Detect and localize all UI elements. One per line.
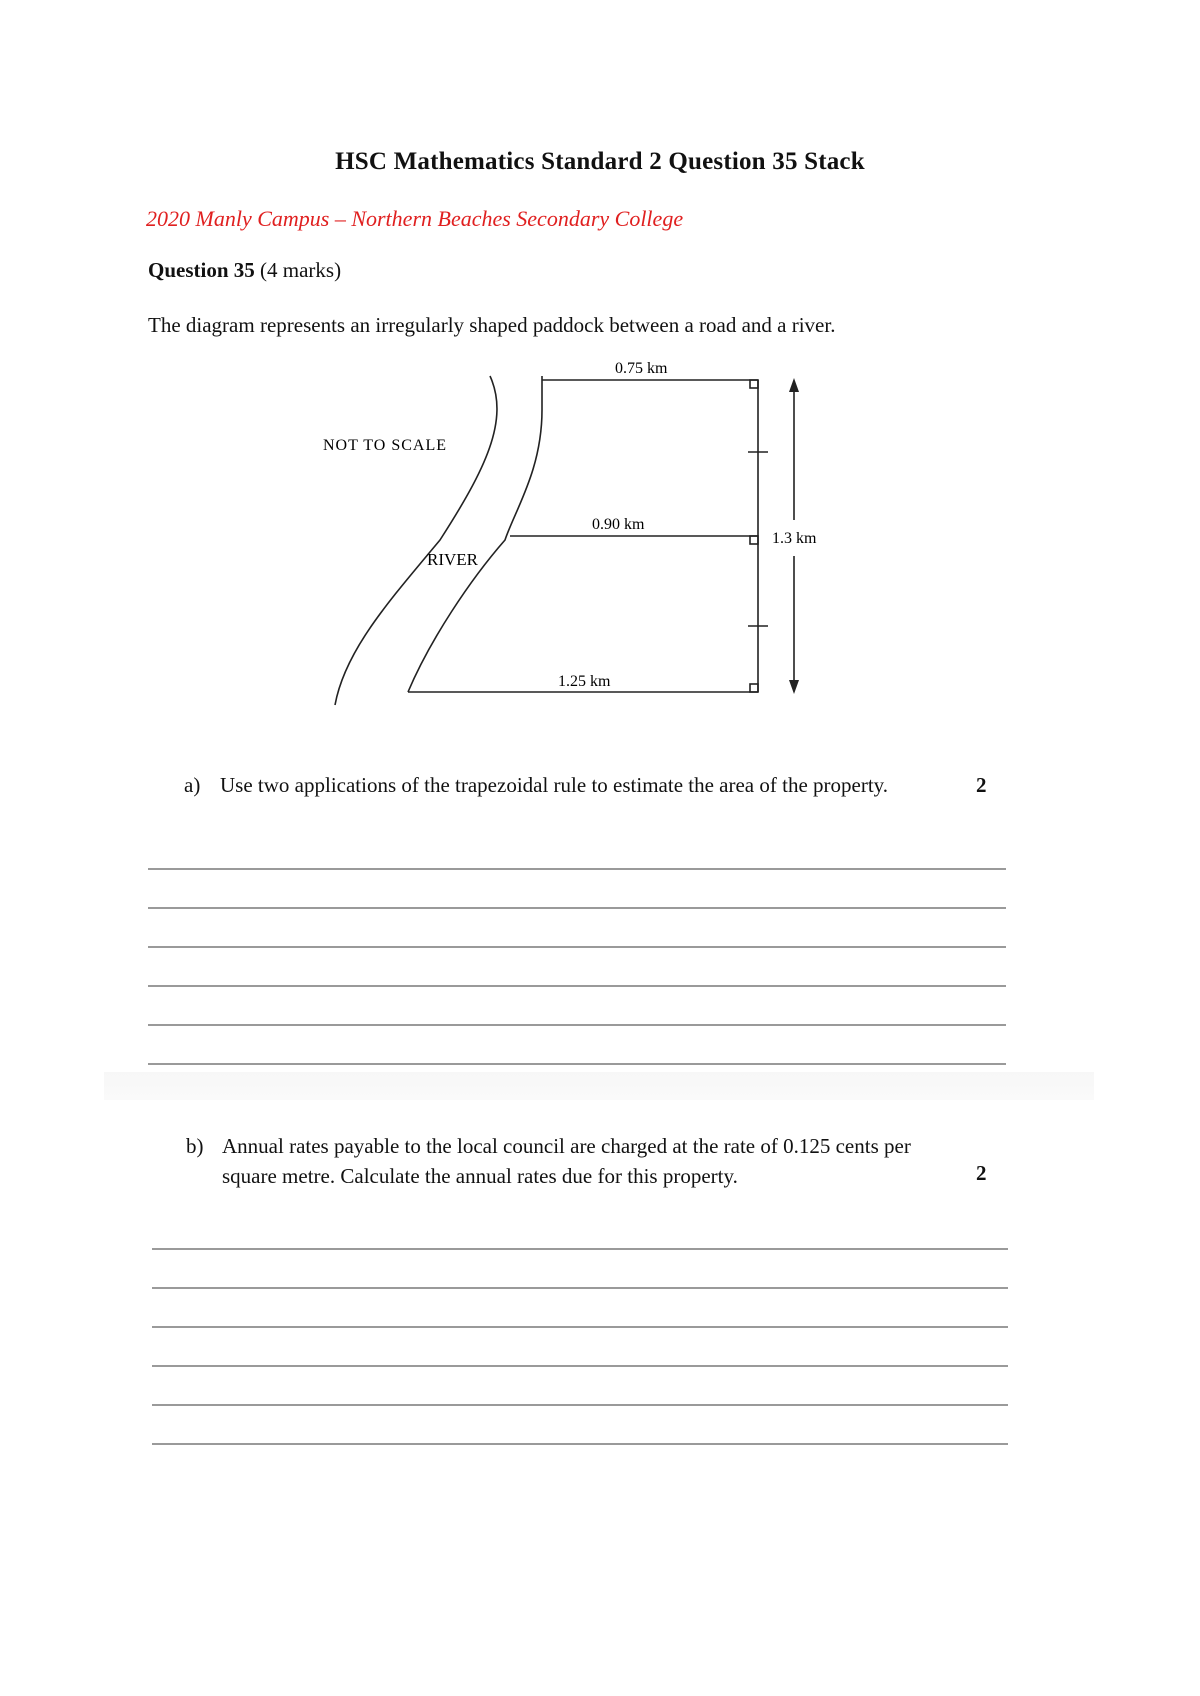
answer-line: [152, 1404, 1008, 1406]
river-label: RIVER: [427, 550, 478, 569]
middle-width-label: 0.90 km: [592, 516, 645, 533]
answer-line: [148, 1024, 1006, 1026]
answer-line: [148, 1063, 1006, 1065]
paddock-diagram: [0, 0, 1200, 720]
answer-line: [148, 868, 1006, 870]
answer-line: [152, 1326, 1008, 1328]
answer-line: [148, 907, 1006, 909]
top-width-label: 0.75 km: [615, 360, 668, 377]
question-marks: (4 marks): [260, 258, 342, 282]
scale-note: NOT TO SCALE: [323, 437, 448, 454]
arrow-head-up: [789, 378, 799, 392]
height-label: 1.3 km: [772, 530, 817, 547]
answer-line: [148, 985, 1006, 987]
source-subtitle: 2020 Manly Campus – Northern Beaches Secondary College: [146, 206, 684, 231]
part-b-text-line1: Annual rates payable to the local council are charged at the rate of 0.125 cents per: [222, 1134, 911, 1158]
part-b-label: b): [186, 1134, 204, 1158]
answer-line: [152, 1365, 1008, 1367]
part-a-text: Use two applications of the trapezoidal rule to estimate the area of the property.: [220, 773, 889, 797]
question-intro: The diagram represents an irregularly shaped paddock between a road and a river.: [148, 313, 836, 337]
answer-line: [148, 946, 1006, 948]
part-b: [186, 1131, 996, 1191]
right-angle-middle: [750, 536, 758, 544]
part-b-text-line2: square metre. Calculate the annual rates due for this property.: [222, 1164, 738, 1188]
page-title: HSC Mathematics Standard 2 Question 35 Stack: [335, 148, 865, 175]
answer-line: [152, 1287, 1008, 1289]
part-a: [184, 773, 888, 798]
answer-line: [152, 1443, 1008, 1445]
right-angle-bottom: [750, 684, 758, 692]
page-break-shade: [104, 1072, 1094, 1100]
part-b-marks: 2: [976, 1161, 987, 1185]
river-right-bank: [408, 376, 542, 692]
part-a-marks: 2: [976, 773, 987, 797]
right-angle-top: [750, 380, 758, 388]
river-left-bank: [335, 376, 497, 705]
question-label: Question 35: [148, 258, 255, 282]
arrow-head-down: [789, 680, 799, 694]
bottom-width-label: 1.25 km: [558, 673, 611, 690]
part-a-label: a): [184, 773, 201, 797]
answer-line: [152, 1248, 1008, 1250]
